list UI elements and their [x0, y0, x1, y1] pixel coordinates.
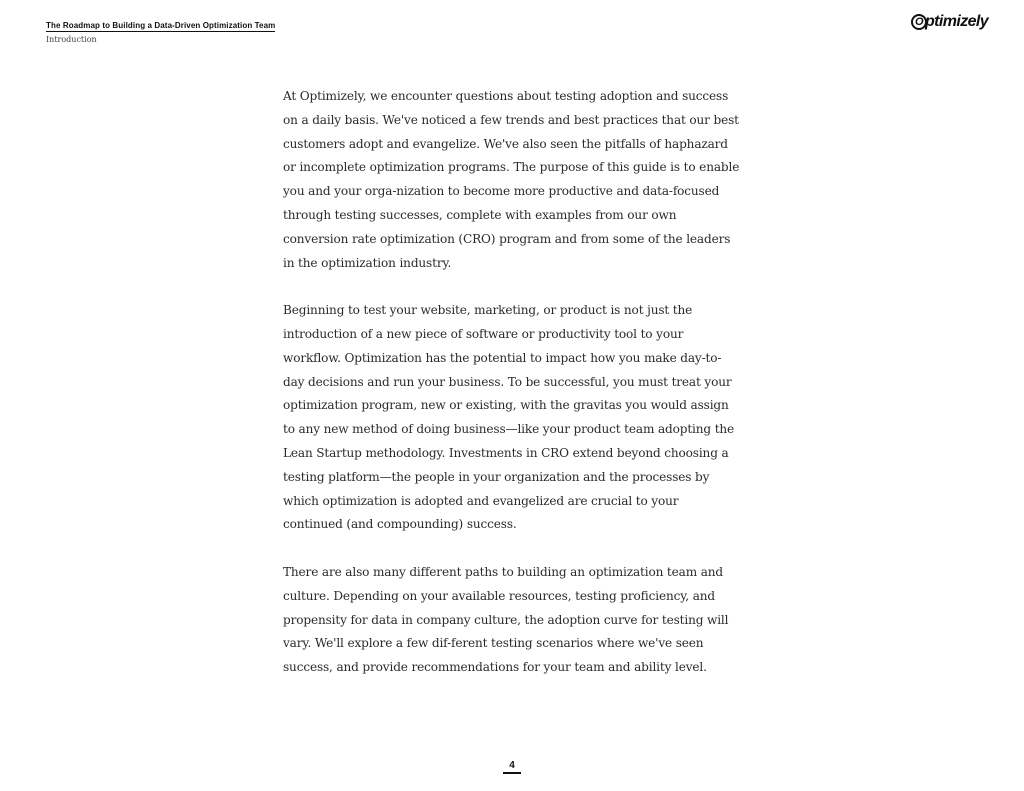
paragraph-2: Beginning to test your website, marketing, or product is not just the introduction of a new piece of software or productivity tool to your workflow. Optimization has the potential to impact how you make day-to-day decisions and run your business. To be successful, you must treat your optimization program, new or existing, with the gravitas you would assign to any new method of doing business—like your product team adopting the Lean Startup methodology. Investments in CRO extend beyond choosing a testing platform—the people in your organization and the processes by which optimization is adopted and evangelized are crucial to your continued (and compounding) success.: [283, 303, 735, 532]
logo-wordmark: ptimizely: [925, 13, 989, 30]
body-text: [283, 85, 741, 704]
document-title: The Roadmap to Building a Data-Driven Optimization Team: [46, 21, 276, 30]
paragraph-3: There are also many different paths to building an optimization team and culture. Depending on your available resources, testing proficiency, and propensity for data in company culture, the adoption curve for testing will vary. We'll explore a few dif-ferent testing scenarios where we've seen success, and provide recommendations for your team and ability level.: [283, 564, 729, 675]
section-label: Introduction: [46, 35, 97, 44]
page-header: [46, 15, 275, 44]
optimizely-logo: [911, 13, 988, 31]
page-number: 4: [503, 760, 521, 774]
paragraph-1: At Optimizely, we encounter questions about testing adoption and success on a daily basis. We've noticed a few trends and best practices that our best customers adopt and evangelize. We've also seen the pitfalls of haphazard or incomplete optimization programs. The purpose of this guide is to enable you and your orga-nization to become more productive and data-focused through testing successes, complete with examples from our own conversion rate optimization (CRO) program and from some of the leaders in the optimization industry.: [283, 89, 740, 270]
logo-mark: O: [911, 14, 927, 30]
